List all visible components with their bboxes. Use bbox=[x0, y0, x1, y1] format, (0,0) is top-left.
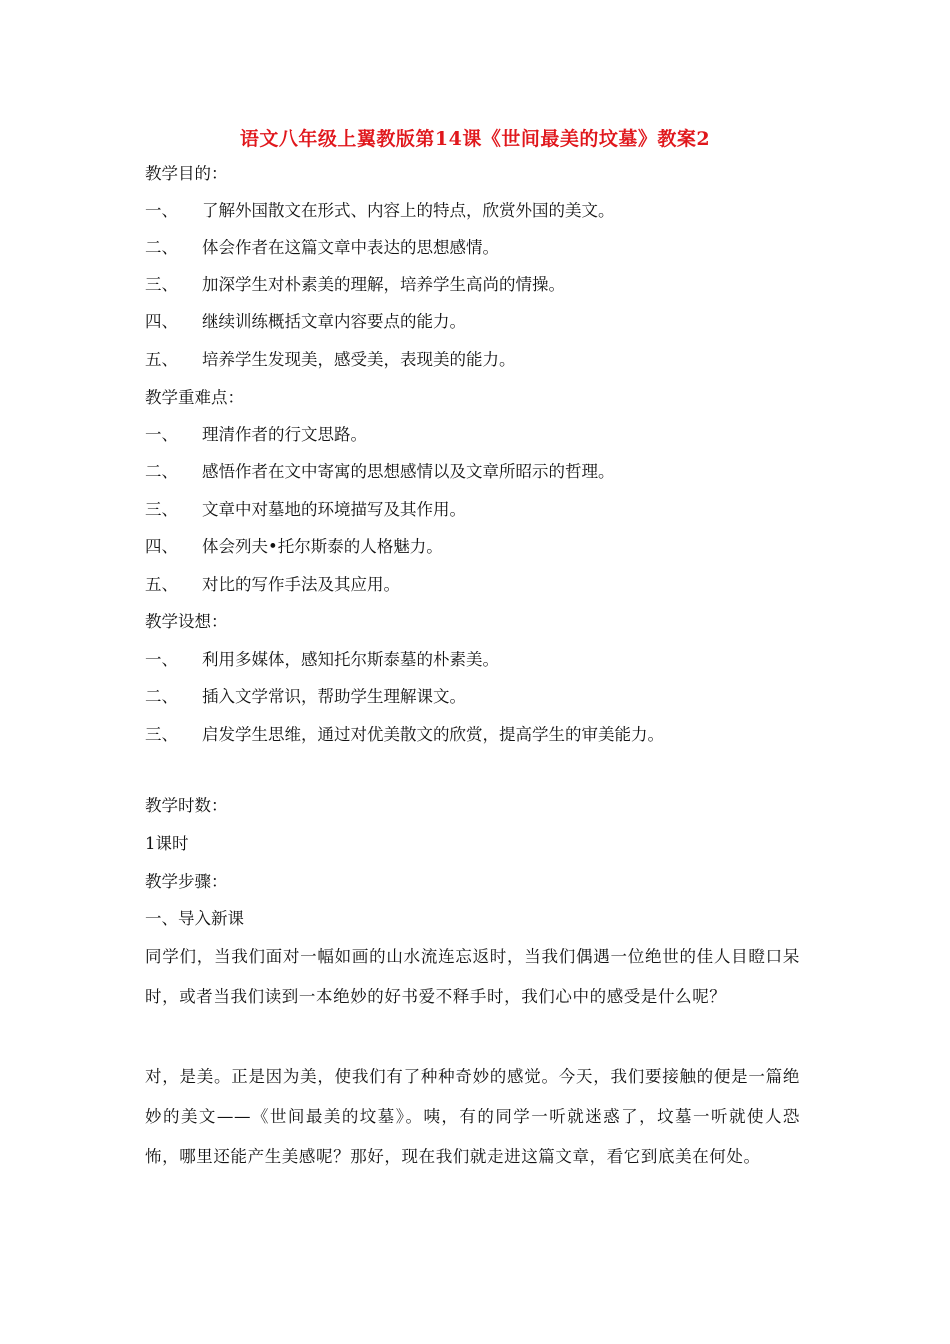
goal-item-text: 培养学生发现美，感受美，表现美的能力。 bbox=[202, 350, 516, 369]
goal-item-number: 五、 bbox=[145, 350, 178, 369]
design-item bbox=[145, 650, 499, 670]
goal-item bbox=[145, 201, 615, 221]
difficulty-item-text: 对比的写作手法及其应用。 bbox=[202, 575, 400, 594]
difficulty-item-text: 感悟作者在文中寄寓的思想感情以及文章所昭示的哲理。 bbox=[202, 462, 615, 481]
steps-heading: 教学步骤： bbox=[145, 872, 228, 891]
goal-item-number: 一、 bbox=[145, 201, 178, 220]
goal-item bbox=[145, 350, 516, 370]
difficulty-item bbox=[145, 575, 400, 595]
goal-item-text: 了解外国散文在形式、内容上的特点，欣赏外国的美文。 bbox=[202, 201, 615, 220]
goal-item bbox=[145, 312, 466, 332]
goal-item-number: 二、 bbox=[145, 238, 178, 257]
goals-heading: 教学目的： bbox=[145, 164, 228, 183]
difficulty-item-number: 四、 bbox=[145, 537, 178, 556]
section-heading-intro: 一、导入新课 bbox=[145, 909, 244, 928]
difficulty-item-number: 三、 bbox=[145, 500, 178, 519]
hours-heading: 教学时数： bbox=[145, 796, 228, 815]
intro-paragraph-1: 同学们，当我们面对一幅如画的山水流连忘返时，当我们偶遇一位绝世的佳人目瞪口呆时，或者当我们读到一本绝妙的好书爱不释手时，我们心中的感受是什么呢？ bbox=[145, 947, 800, 1006]
goal-item bbox=[145, 275, 565, 295]
design-item-number: 三、 bbox=[145, 725, 178, 744]
goal-item-text: 加深学生对朴素美的理解，培养学生高尚的情操。 bbox=[202, 275, 565, 294]
goal-item bbox=[145, 238, 499, 258]
hours-value: 1课时 bbox=[145, 834, 189, 853]
difficulty-item bbox=[145, 537, 443, 557]
design-item-number: 一、 bbox=[145, 650, 178, 669]
goal-item-number: 四、 bbox=[145, 312, 178, 331]
difficulty-item-text: 体会列夫•托尔斯泰的人格魅力。 bbox=[202, 537, 443, 556]
design-item bbox=[145, 725, 664, 745]
document-title: 语文八年级上翼教版第14课《世间最美的坟墓》教案2 bbox=[239, 128, 711, 150]
design-item-text: 启发学生思维，通过对优美散文的欣赏，提高学生的审美能力。 bbox=[202, 725, 664, 744]
difficulties-heading: 教学重难点： bbox=[145, 388, 244, 407]
difficulty-item bbox=[145, 500, 466, 520]
goal-item-number: 三、 bbox=[145, 275, 178, 294]
difficulty-item-text: 文章中对墓地的环境描写及其作用。 bbox=[202, 500, 466, 519]
design-item-text: 利用多媒体，感知托尔斯泰墓的朴素美。 bbox=[202, 650, 499, 669]
difficulty-item-text: 理清作者的行文思路。 bbox=[202, 425, 367, 444]
design-heading: 教学设想： bbox=[145, 612, 228, 631]
difficulty-item-number: 五、 bbox=[145, 575, 178, 594]
difficulty-item-number: 二、 bbox=[145, 462, 178, 481]
difficulty-item bbox=[145, 462, 615, 482]
design-item-number: 二、 bbox=[145, 687, 178, 706]
difficulty-item-number: 一、 bbox=[145, 425, 178, 444]
intro-paragraph-2: 对，是美。正是因为美，使我们有了种种奇妙的感觉。今天，我们要接触的便是一篇绝妙的美文——《世间最美的坟墓》。咦，有的同学一听就迷惑了，坟墓一听就使人恐怖，哪里还能产生美感呢？那好，现在我们就走进这篇文章，看它到底美在何处。 bbox=[145, 1067, 800, 1166]
design-item bbox=[145, 687, 466, 707]
design-item-text: 插入文学常识，帮助学生理解课文。 bbox=[202, 687, 466, 706]
goal-item-text: 体会作者在这篇文章中表达的思想感情。 bbox=[202, 238, 499, 257]
difficulty-item bbox=[145, 425, 367, 445]
goal-item-text: 继续训练概括文章内容要点的能力。 bbox=[202, 312, 466, 331]
